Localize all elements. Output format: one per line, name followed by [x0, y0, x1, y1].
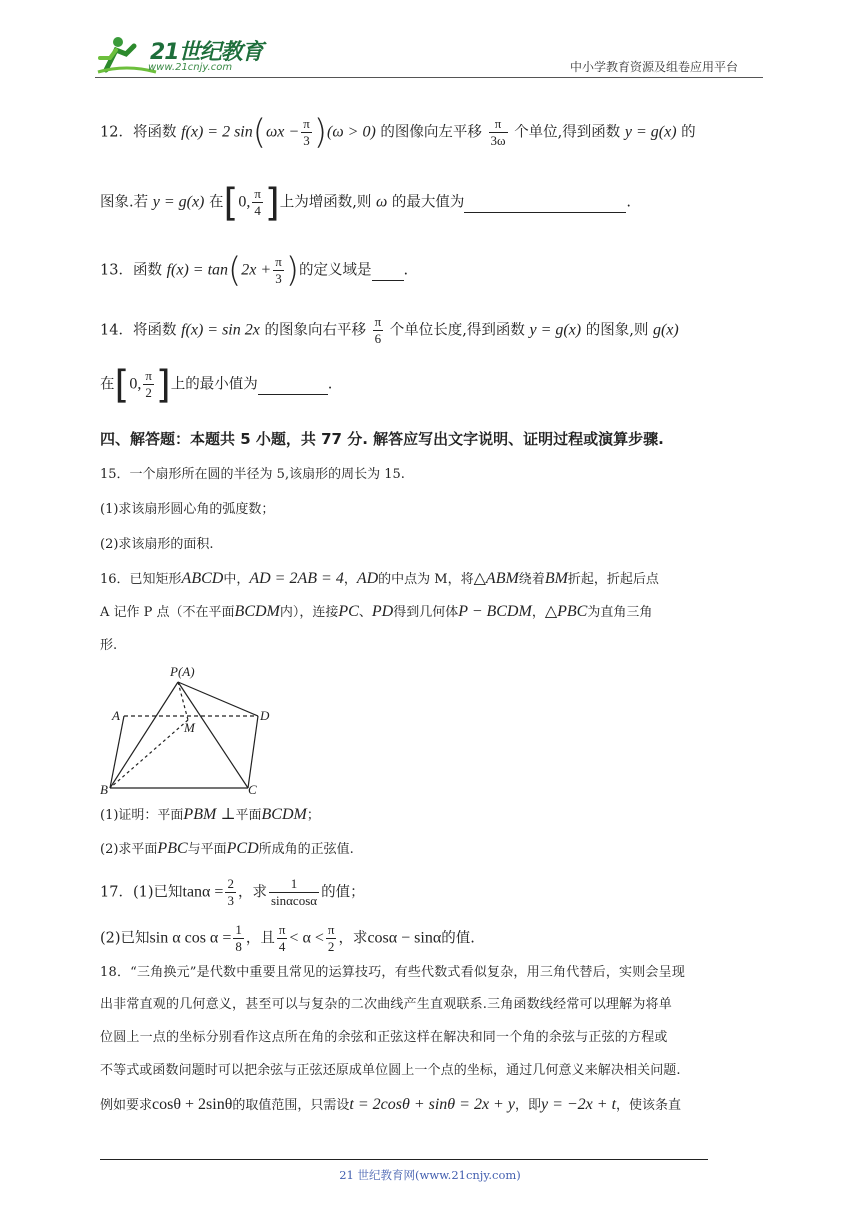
q18-text: ，使该条直: [616, 1098, 682, 1113]
label-d: D: [260, 708, 270, 723]
q12-function: f(x) = 2 sin: [181, 123, 253, 141]
q18-line2: 出非常直观的几何意义，甚至可以与复杂的二次曲线产生直观联系.三角函数线经常可以理解为将单: [100, 997, 672, 1012]
q17-text: 的值；: [321, 884, 365, 901]
answer-blank: [258, 376, 328, 395]
q17-text: (2)已知: [100, 930, 150, 947]
edge-pd: [178, 682, 258, 716]
plane-bcdm: BCDM: [234, 603, 280, 620]
alpha-range: < α <: [289, 929, 324, 947]
paren-right: ): [313, 112, 328, 153]
q14-text: 的图象向右平移: [264, 322, 366, 339]
q16-part1: [100, 806, 320, 825]
q14-function: f(x) = sin 2x: [181, 321, 260, 339]
q16-text: (1)证明：平面: [100, 808, 184, 823]
label-m: M: [184, 720, 195, 735]
q18-line1: 18．“三角换元”是代数中重要且常见的运算技巧，有些代数式看似复杂，用三角代替后，实则会呈现: [100, 965, 686, 980]
period: .: [626, 194, 631, 211]
bracket-right: ]: [155, 362, 171, 407]
q12-text: 12．将函数: [100, 124, 177, 141]
q16-text: 16．已知矩形: [100, 572, 182, 587]
q18-line-eq: y = −2x + t: [540, 1096, 617, 1113]
q14-pi-over-6: $\frac{\pi}{6}$: [374, 314, 382, 346]
q12-condition: (ω > 0): [327, 123, 376, 141]
solid-p-bcdm: P − BCDM: [458, 603, 532, 620]
q18-substitution: t = 2cosθ + sinθ = 2x + y: [349, 1096, 515, 1113]
q12-shift-fraction: $\frac{\pi}{3\omega}$: [490, 116, 506, 148]
label-c: C: [248, 782, 257, 796]
q18-line4: 不等式或函数问题时可以把余弦与正弦还原成单位圆上一个点的坐标，通过几何意义来解决相关问题.: [100, 1063, 681, 1078]
plane-bcdm: BCDM: [261, 806, 307, 823]
period: .: [327, 376, 333, 393]
triangle-abm: △ABM: [473, 570, 519, 587]
logo-text: 21世纪教育: [150, 40, 263, 65]
q16-text: 得到几何体: [393, 605, 459, 620]
bracket-left: [: [223, 180, 239, 225]
q12-line1: [100, 112, 696, 153]
edge-pc: [178, 682, 248, 788]
q16-equation: AD = 2AB = 4: [249, 570, 344, 587]
q12-g: y = g(x): [152, 193, 205, 211]
q16-figure: [100, 660, 280, 796]
label-a: A: [112, 708, 120, 723]
frac-one-over-sincos: $\frac{1}{\sin\alpha\cos\alpha}$: [270, 876, 318, 908]
q16-text: 与平面: [187, 842, 227, 857]
q14-pi-over-2: $\frac{\pi}{2}$: [145, 368, 152, 400]
q17-text: 17．(1)已知: [100, 884, 183, 901]
q12-text: 在: [208, 194, 224, 211]
logo-url: www.21cnjy.com: [148, 62, 233, 73]
interval-start: 0,: [129, 375, 142, 393]
answer-blank: [372, 262, 404, 281]
q14-text: 个单位长度,得到函数: [389, 322, 525, 339]
q16-line2: [100, 603, 652, 622]
q16-text: 折起，折起后点: [567, 572, 659, 587]
q12-text: 个单位,得到函数: [514, 124, 621, 141]
q16-text: 所成角的正弦值.: [258, 842, 354, 857]
q15-part2: (2)求该扇形的面积.: [100, 537, 214, 552]
q16-text: ；: [306, 808, 320, 823]
paren-left: (: [228, 250, 242, 291]
q12-g: y = g(x): [624, 123, 677, 141]
bracket-right: ]: [264, 180, 280, 225]
q16-line1: [100, 570, 659, 589]
frac-2-3: $\frac{2}{3}$: [227, 876, 234, 908]
plane-pcd: PCD: [226, 840, 259, 857]
q14-text: 的图象,则: [585, 322, 649, 339]
interval-start: 0,: [238, 193, 251, 211]
q16-part2: [100, 840, 354, 859]
q14-text: 14．将函数: [100, 322, 177, 339]
q12-line2: [100, 180, 631, 225]
segment-ad: AD: [356, 570, 379, 587]
bracket-left: [: [114, 362, 130, 407]
q17-line2: [100, 922, 475, 955]
segment-pc: PC: [338, 603, 359, 620]
q17-text: ，且: [245, 930, 275, 947]
q16-text: 内），连接: [279, 605, 339, 620]
answer-blank: [464, 194, 626, 213]
plane-pbm: PBM: [183, 806, 217, 823]
q16-text: 为直角三角: [587, 605, 653, 620]
q14-text: 在: [100, 376, 115, 393]
q14-line2: [100, 362, 333, 407]
cos-minus-sin: cosα − sinα: [367, 929, 442, 947]
q18-expression: cosθ + 2sinθ: [152, 1096, 233, 1113]
q12-text: 图象.若: [100, 194, 149, 211]
q13-pi-over-3: $\frac{\pi}{3}$: [275, 254, 282, 286]
q18-line3: 位圆上一点的坐标分别看作这点所在角的余弦和正弦这样在解决和同一个角的余弦与正弦的方程或: [100, 1030, 668, 1045]
footer-link[interactable]: 21 世纪教育网(www.21cnjy.com): [339, 1168, 521, 1182]
q17-text: ，求: [338, 930, 368, 947]
segment-pd: PD: [371, 603, 394, 620]
footer-divider: [100, 1159, 708, 1160]
label-p: P(A): [170, 664, 195, 679]
paren-left: (: [252, 112, 266, 153]
q18-text: 例如要求: [100, 1098, 153, 1113]
tan-alpha: tanα =: [182, 883, 224, 901]
q12-pi-over-4: $\frac{\pi}{4}$: [254, 186, 261, 218]
q12-text: 上为增函数,则: [279, 194, 372, 211]
q13-text: 13．函数: [100, 262, 162, 279]
q17-text: 的值.: [441, 930, 475, 947]
sin-cos: sin α cos α =: [149, 929, 232, 947]
paren-right: ): [285, 250, 300, 291]
edge-pm-dashed: [178, 682, 188, 720]
q12-argument: ωx −: [266, 123, 300, 141]
q12-pi-over-3: $\frac{\pi}{3}$: [303, 116, 310, 148]
q16-text: 、: [358, 605, 372, 620]
q15-part1: (1)求该扇形圆心角的弧度数；: [100, 502, 275, 517]
q13-argument: 2x +: [241, 261, 272, 279]
q17-text: ，求: [237, 884, 267, 901]
q18-line5: [100, 1096, 681, 1115]
q14-text: 上的最小值为: [170, 376, 258, 393]
q12-text: 的: [681, 124, 696, 141]
label-b: B: [100, 782, 108, 796]
frac-1-8: $\frac{1}{8}$: [235, 922, 242, 954]
q16-text: ，: [343, 572, 357, 587]
q17-line1: [100, 876, 365, 909]
q15-stem: 15．一个扇形所在圆的半径为 5,该扇形的周长为 15.: [100, 467, 405, 482]
q16-text: A 记作 P 点（不在平面: [100, 605, 235, 620]
q16-text: ，: [531, 605, 545, 620]
segment-bm: BM: [544, 570, 568, 587]
frac-pi-4: $\frac{\pi}{4}$: [278, 922, 286, 954]
q14-gx: g(x): [652, 321, 679, 339]
q14-line1: [100, 314, 679, 347]
edge-cd: [248, 716, 258, 788]
q16-line3: 形.: [100, 638, 118, 653]
platform-name: 中小学教育资源及组卷应用平台: [570, 60, 739, 74]
q18-text: ，即: [514, 1098, 541, 1113]
q16-text: 平面: [235, 808, 262, 823]
plane-pbc: PBC: [157, 840, 188, 857]
section-heading: 四、解答题：本题共 5 小题，共 77 分. 解答应写出文字说明、证明过程或演算步骤.: [100, 430, 664, 448]
q13-text: 的定义域是: [299, 262, 372, 279]
q13-line: [100, 250, 409, 291]
q12-text: 的最大值为: [391, 194, 465, 211]
omega: ω: [375, 193, 388, 211]
q13-function: f(x) = tan: [166, 261, 229, 279]
q16-text: 的中点为 M，将: [378, 572, 474, 587]
q16-text: 绕着: [518, 572, 545, 587]
q14-g: y = g(x): [529, 321, 582, 339]
q18-text: 的取值范围，只需设: [232, 1098, 350, 1113]
triangle-pbc: △PBC: [544, 603, 588, 620]
frac-pi-2: $\frac{\pi}{2}$: [327, 922, 335, 954]
q16-text: 中，: [223, 572, 250, 587]
rect-abcd: ABCD: [181, 570, 224, 587]
header-divider: [95, 77, 763, 78]
q16-text: (2)求平面: [100, 842, 158, 857]
perp-symbol: ⊥: [220, 806, 236, 823]
period: .: [403, 262, 409, 279]
q12-text: 的图像向左平移: [380, 124, 482, 141]
